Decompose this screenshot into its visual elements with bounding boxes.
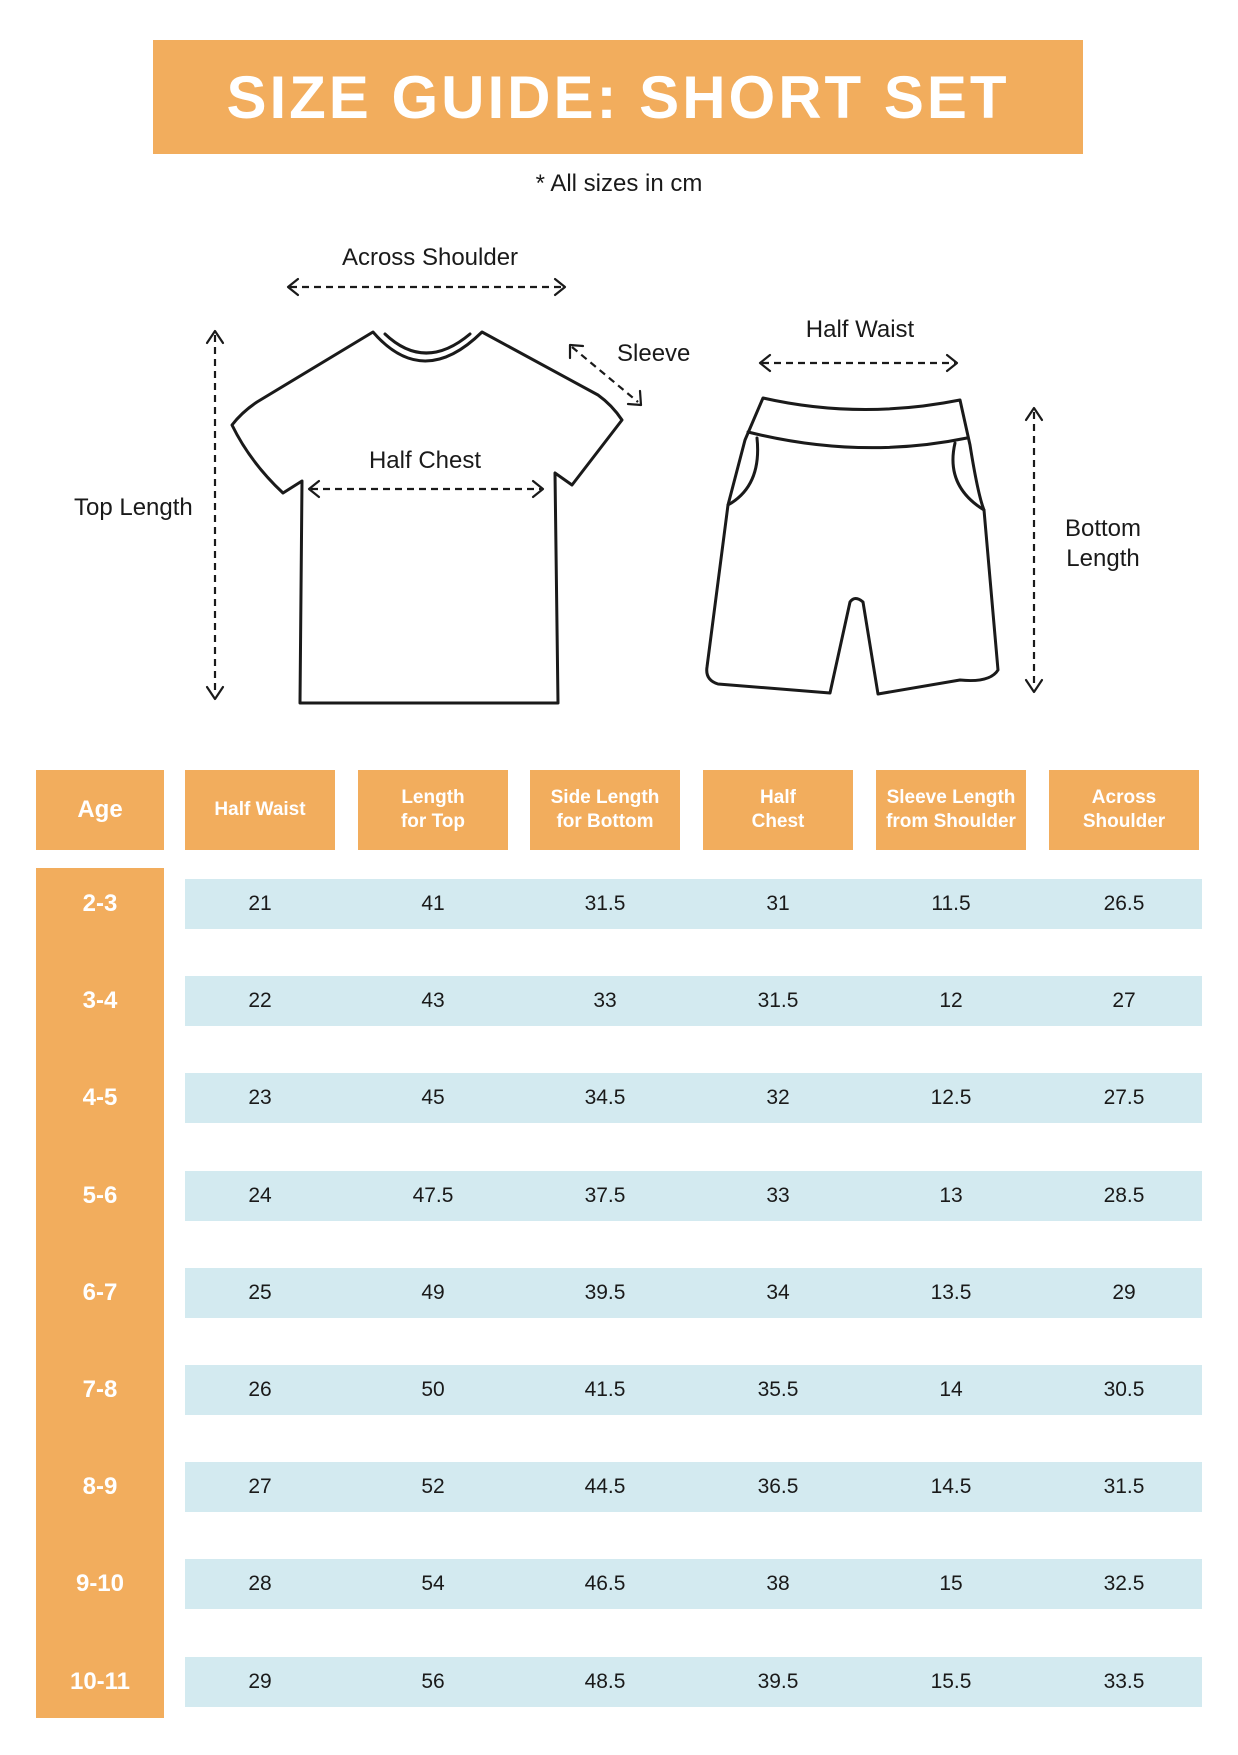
cell-half-waist: 27: [248, 1475, 272, 1498]
cell-half-waist: 21: [248, 892, 272, 915]
cell-length-for-top: 41: [421, 892, 445, 915]
garment-diagram: [0, 0, 1238, 740]
header-across-line2: Shoulder: [1082, 811, 1166, 832]
age-label: 3-4: [82, 987, 118, 1014]
cell-length-for-top: 45: [421, 1086, 445, 1109]
table-row: [185, 976, 1202, 1026]
header-length-for-top-line2: for Top: [400, 811, 465, 832]
cell-half-chest: 38: [766, 1572, 790, 1595]
cell-across-shoulder: 31.5: [1103, 1475, 1145, 1498]
cell-sleeve-length: 12.5: [930, 1086, 972, 1109]
age-label: 10-11: [69, 1668, 131, 1695]
header-side-length-for-bottom: [530, 770, 680, 850]
tshirt-outline: [232, 332, 622, 703]
age-label: 4-5: [82, 1084, 118, 1111]
cell-length-for-top: 56: [421, 1670, 445, 1693]
header-sleeve-length: [876, 770, 1026, 850]
across-shoulder-label: Across Shoulder: [341, 244, 519, 271]
header-half-waist: Half Waist: [185, 770, 335, 850]
header-across-shoulder: [1049, 770, 1199, 850]
cell-length-for-top: 52: [421, 1475, 445, 1498]
age-label: 5-6: [82, 1182, 118, 1209]
table-row: [185, 1365, 1202, 1415]
cell-across-shoulder: 33.5: [1103, 1670, 1145, 1693]
arrowhead: [628, 391, 641, 405]
table-row: [185, 1462, 1202, 1512]
cell-sleeve-length: 11.5: [931, 892, 971, 915]
cell-half-waist: 22: [248, 989, 272, 1012]
cell-half-chest: 33: [766, 1184, 790, 1207]
bottom-length-label-line1: Bottom: [1064, 515, 1142, 542]
cell-across-shoulder: 32.5: [1103, 1572, 1145, 1595]
cell-sleeve-length: 15: [939, 1572, 963, 1595]
cell-half-waist: 26: [248, 1378, 272, 1401]
cell-half-chest: 32: [766, 1086, 790, 1109]
cell-half-waist: 28: [248, 1572, 272, 1595]
header-sleeve-line1: Sleeve Length: [886, 787, 1016, 808]
table-row: [185, 1171, 1202, 1221]
header-length-for-top: [358, 770, 508, 850]
header-half-chest: [703, 770, 853, 850]
cell-across-shoulder: 26.5: [1103, 892, 1145, 915]
cell-half-waist: 25: [248, 1281, 272, 1304]
header-age: Age: [36, 770, 164, 850]
cell-side-length-for-bottom: 48.5: [584, 1670, 626, 1693]
cell-half-chest: 34: [766, 1281, 790, 1304]
units-note: * All sizes in cm: [535, 170, 703, 197]
cell-length-for-top: 47.5: [412, 1184, 454, 1207]
cell-sleeve-length: 13: [939, 1184, 963, 1207]
cell-across-shoulder: 28.5: [1103, 1184, 1145, 1207]
cell-half-chest: 39.5: [757, 1670, 799, 1693]
cell-side-length-for-bottom: 34.5: [584, 1086, 626, 1109]
cell-sleeve-length: 14: [939, 1378, 963, 1401]
header-side-length-line1: Side Length: [550, 787, 660, 808]
cell-half-chest: 35.5: [757, 1378, 799, 1401]
table-row: [185, 1268, 1202, 1318]
cell-side-length-for-bottom: 41.5: [584, 1378, 626, 1401]
age-label: 7-8: [82, 1376, 118, 1403]
table-row: [185, 1073, 1202, 1123]
arrowhead: [533, 481, 543, 497]
cell-side-length-for-bottom: 46.5: [584, 1572, 626, 1595]
header-side-length-line2: for Bottom: [556, 811, 654, 832]
cell-side-length-for-bottom: 39.5: [584, 1281, 626, 1304]
cell-half-waist: 29: [248, 1670, 272, 1693]
header-half-chest-line2: Chest: [751, 811, 805, 832]
cell-sleeve-length: 13.5: [930, 1281, 972, 1304]
header-across-line1: Across: [1091, 787, 1157, 808]
half-chest-label: Half Chest: [368, 447, 482, 474]
cell-length-for-top: 50: [421, 1378, 445, 1401]
top-length-label: Top Length: [74, 494, 193, 521]
header-half-chest-line1: Half: [760, 787, 796, 808]
cell-length-for-top: 54: [421, 1572, 445, 1595]
cell-half-chest: 31: [766, 892, 790, 915]
cell-half-chest: 31.5: [757, 989, 799, 1012]
cell-half-waist: 23: [248, 1086, 272, 1109]
cell-across-shoulder: 27.5: [1103, 1086, 1145, 1109]
bottom-length-label-line2: Length: [1066, 545, 1140, 572]
table-row: [185, 1559, 1202, 1609]
cell-sleeve-length: 12: [939, 989, 963, 1012]
cell-side-length-for-bottom: 33: [593, 989, 617, 1012]
table-row: [185, 1657, 1202, 1707]
cell-side-length-for-bottom: 44.5: [584, 1475, 626, 1498]
half-waist-label: Half Waist: [805, 316, 915, 343]
page-title: SIZE GUIDE: SHORT SET: [226, 63, 1010, 131]
age-label: 2-3: [82, 890, 118, 917]
table-row: [185, 879, 1202, 929]
header-sleeve-line2: from Shoulder: [886, 811, 1016, 832]
cell-across-shoulder: 29: [1112, 1281, 1136, 1304]
cell-half-waist: 24: [248, 1184, 272, 1207]
age-label: 6-7: [82, 1279, 118, 1306]
cell-across-shoulder: 30.5: [1103, 1378, 1145, 1401]
bottom-length-label: [1048, 514, 1158, 574]
age-label: 9-10: [75, 1570, 125, 1597]
sleeve-label: Sleeve: [617, 340, 691, 367]
cell-side-length-for-bottom: 31.5: [584, 892, 626, 915]
cell-length-for-top: 43: [421, 989, 445, 1012]
cell-half-chest: 36.5: [757, 1475, 799, 1498]
cell-sleeve-length: 14.5: [930, 1475, 972, 1498]
header-length-for-top-line1: Length: [401, 787, 465, 808]
cell-sleeve-length: 15.5: [930, 1670, 972, 1693]
cell-across-shoulder: 27: [1112, 989, 1136, 1012]
cell-length-for-top: 49: [421, 1281, 445, 1304]
shorts-waistband: [748, 432, 967, 448]
age-label: 8-9: [82, 1473, 118, 1500]
cell-side-length-for-bottom: 37.5: [584, 1184, 626, 1207]
